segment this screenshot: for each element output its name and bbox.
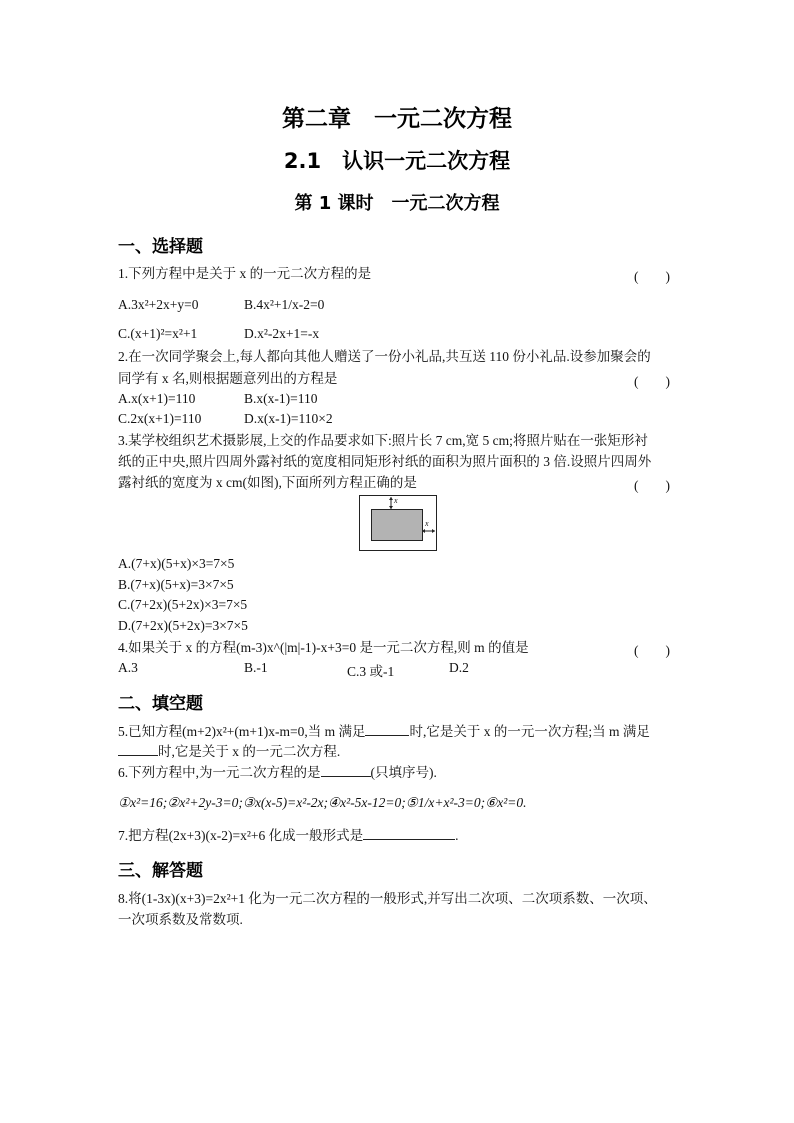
q7-end: . [455,828,459,843]
section-heading-answer: 三、解答题 [118,861,203,881]
q4-option-a: A.3 [118,660,138,675]
q1-answer-paren: ( ) [634,269,670,284]
q3-option-d: D.(7+2x)(5+2x)=3×7×5 [118,618,248,633]
section-heading-choice: 一、选择题 [118,237,203,257]
q3-stem-line3: 露衬纸的宽度为 x cm(如图),下面所列方程正确的是 [118,475,417,490]
q2-option-c: C.2x(x+1)=110 [118,411,202,426]
q4-option-d: D.2 [449,660,469,675]
q4-option-b: B.-1 [244,660,268,675]
q6-text-a: 6.下列方程中,为一元二次方程的是 [118,765,321,780]
q5-line1 [118,723,650,741]
q5-text-a: 5.已知方程(m+2)x²+(m+1)x-m=0,当 m 满足 [118,724,366,739]
q5-blank-1[interactable] [365,723,409,736]
q4-option-c: C.3 或-1 [347,664,395,679]
q5-text-c: 时,它是关于 x 的一元二次方程. [158,744,341,759]
q4-answer-paren: ( ) [634,643,670,658]
q2-stem-line2: 同学有 x 名,则根据题意列出的方程是 [118,371,338,386]
q3-figure-label-right: x [425,519,429,528]
q5-blank-2[interactable] [118,743,158,756]
q6-blank[interactable] [321,764,371,777]
q7-line [118,827,459,845]
q1-stem: 1.下列方程中是关于 x 的一元二次方程的是 [118,266,372,281]
lesson-title: 第 1 课时 一元二次方程 [294,193,500,214]
q3-option-a: A.(7+x)(5+x)×3=7×5 [118,556,235,571]
q2-stem-line1: 2.在一次同学聚会上,每人都向其他人赠送了一份小礼品,共互送 110 份小礼品.设参加聚会的 [118,349,651,364]
q3-answer-paren: ( ) [634,478,670,493]
q1-option-a: A.3x²+2x+y=0 [118,297,199,312]
q7-text: 7.把方程(2x+3)(x-2)=x²+6 化成一般形式是 [118,828,364,843]
q6-items: ①x²=16;②x²+2y-3=0;③x(x-5)=x²-2x;④x²-5x-12=0;⑤1/x+x²-3=0;⑥x²=0. [118,795,527,810]
q8-line1: 8.将(1-3x)(x+3)=2x²+1 化为一元二次方程的一般形式,并写出二次项、二次项系数、一次项、 [118,891,657,906]
q2-option-a: A.x(x+1)=110 [118,391,196,406]
q3-option-b: B.(7+x)(5+x)=3×7×5 [118,577,234,592]
q3-stem-line2: 纸的正中央,照片四周外露衬纸的宽度相同矩形衬纸的面积为照片面积的 3 倍.设照片四周外 [118,454,652,469]
q1-option-c: C.(x+1)²=x²+1 [118,326,198,341]
q5-line2 [118,743,340,761]
q3-figure [359,495,437,551]
q7-blank[interactable] [363,827,455,840]
q2-answer-paren: ( ) [634,374,670,389]
q5-text-b: 时,它是关于 x 的一元一次方程;当 m 满足 [409,724,650,739]
q1-option-b: B.4x²+1/x-2=0 [244,297,325,312]
q3-stem-line1: 3.某学校组织艺术摄影展,上交的作品要求如下:照片长 7 cm,宽 5 cm;将照片贴在一张矩形衬 [118,433,648,448]
q2-option-d: D.x(x-1)=110×2 [244,411,333,426]
q2-option-b: B.x(x-1)=110 [244,391,318,406]
q6-stem [118,764,437,782]
q1-option-d: D.x²-2x+1=-x [244,326,320,341]
q6-text-b: (只填序号). [370,765,437,780]
q3-option-c: C.(7+2x)(5+2x)×3=7×5 [118,597,248,612]
chapter-title: 第二章 一元二次方程 [282,106,512,132]
q8-line2: 一次项系数及常数项. [118,912,243,927]
q3-figure-label-top: x [394,496,398,505]
section-heading-fill: 二、填空题 [118,694,203,714]
q4-stem: 4.如果关于 x 的方程(m-3)x^(|m|-1)-x+3=0 是一元二次方程,则 m 的值是 [118,640,529,655]
section-title: 2.1 认识一元二次方程 [283,149,511,173]
